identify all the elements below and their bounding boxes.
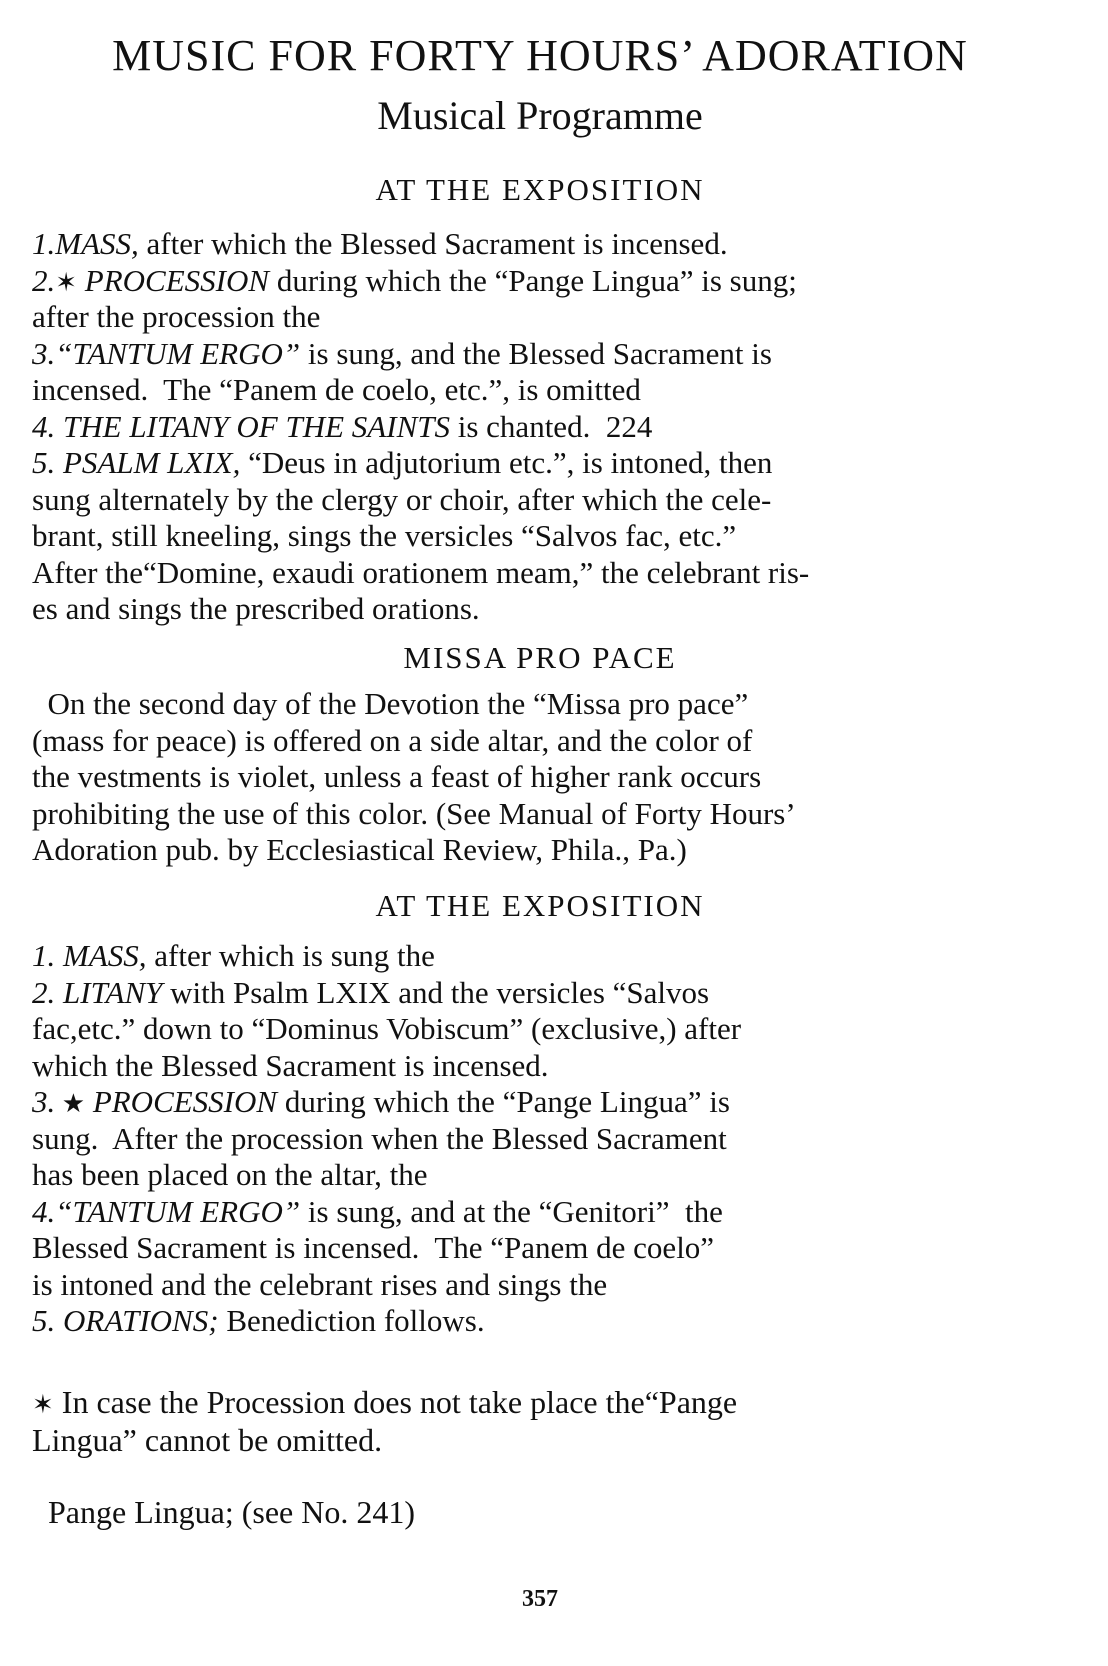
- line-text: sung. After the procession when the Blessed Sacrament: [32, 1120, 727, 1156]
- item-number: 2.: [32, 974, 56, 1010]
- item-keyword: MASS,: [55, 226, 139, 261]
- line-text: which the Blessed Sacrament is incensed.: [32, 1047, 549, 1083]
- item-number: 2.: [32, 262, 56, 298]
- text-line: [32, 723, 1072, 760]
- line-text: is sung, and at the “Genitori” the: [300, 1193, 723, 1229]
- text-line: [32, 975, 1072, 1012]
- item-keyword: THE LITANY OF THE SAINTS: [55, 408, 450, 444]
- text-line: [32, 1383, 1072, 1421]
- line-text: after the procession the: [32, 299, 321, 334]
- item-keyword: PSALM LXIX,: [55, 445, 241, 480]
- line-text: “Deus in adjutorium etc.”, is intoned, then: [240, 445, 773, 480]
- text-line: [32, 518, 1072, 555]
- line-text: is chanted. 224: [450, 408, 653, 444]
- section-exposition-1: [32, 226, 1072, 628]
- text-line: [32, 445, 1072, 482]
- text-line: [32, 1421, 1072, 1459]
- line-text: brant, still kneeling, sings the versicles “Salvos fac, etc.”: [32, 518, 737, 553]
- line-text: with Psalm LXIX and the versicles “Salvos: [162, 974, 710, 1010]
- text-line: [32, 1121, 1072, 1158]
- line-text: after which the Blessed Sacrament is incensed.: [138, 226, 728, 261]
- text-line: [32, 1048, 1072, 1085]
- text-line: [32, 1157, 1072, 1194]
- line-text: the vestments is violet, unless a feast of higher rank occurs: [32, 759, 762, 794]
- item-keyword: “TANTUM ERGO”: [55, 335, 301, 371]
- text-line: [32, 1230, 1072, 1267]
- page-number: 357: [522, 1586, 558, 1612]
- text-line: [32, 1084, 1072, 1121]
- text-line: [32, 759, 1072, 796]
- text-line: [32, 555, 1072, 592]
- text-line: [32, 796, 1072, 833]
- line-text: incensed. The “Panem de coelo, etc.”, is omitted: [32, 372, 641, 407]
- item-number: 5.: [32, 445, 56, 480]
- line-text: is intoned and the celebrant rises and sings the: [32, 1266, 608, 1302]
- item-keyword: PROCESSION: [85, 1084, 278, 1119]
- item-keyword: ORATIONS;: [55, 1303, 219, 1338]
- item-number: 1.: [32, 226, 56, 261]
- line-text: Lingua” cannot be omitted.: [32, 1422, 383, 1458]
- section-heading-missa-pro-pace: MISSA PRO PACE: [403, 640, 677, 675]
- line-text: has been placed on the altar, the: [32, 1157, 428, 1192]
- item-keyword: “TANTUM ERGO”: [55, 1193, 301, 1229]
- line-text: On the second day of the Devotion the “Missa pro pace”: [32, 686, 749, 721]
- text-line: [32, 938, 1072, 975]
- text-line: [32, 409, 1072, 446]
- star-icon: ✶: [55, 267, 78, 297]
- text-line: [32, 482, 1072, 519]
- text-line: [32, 1194, 1072, 1231]
- line-text: (mass for peace) is offered on a side altar, and the color of: [32, 722, 753, 758]
- line-text: during which the “Pange Lingua” is: [277, 1084, 730, 1119]
- text-line: [32, 263, 1072, 300]
- item-number: 4.: [32, 1193, 56, 1229]
- item-keyword: PROCESSION: [77, 262, 270, 298]
- section-exposition-2: [32, 938, 1072, 1340]
- star-icon: ✶: [32, 1390, 54, 1419]
- section-missa-pro-pace: [32, 686, 1072, 869]
- line-text: es and sings the prescribed orations.: [32, 591, 480, 626]
- item-keyword: LITANY: [55, 974, 163, 1010]
- line-text: sung alternately by the clergy or choir, after which the cele-: [32, 481, 772, 517]
- item-number: 4.: [32, 408, 56, 444]
- line-text: Blessed Sacrament is incensed. The “Panem de coelo”: [32, 1230, 715, 1265]
- see-also-note: Pange Lingua; (see No. 241): [48, 1494, 416, 1530]
- text-line: [32, 591, 1072, 628]
- text-line: [32, 336, 1072, 373]
- footnote: [32, 1383, 1072, 1459]
- text-line: [32, 686, 1072, 723]
- item-number: 3.: [32, 335, 56, 371]
- item-number: 1.: [32, 938, 56, 973]
- text-line: [32, 1303, 1072, 1340]
- text-line: [32, 1267, 1072, 1304]
- line-text: Adoration pub. by Ecclesiastical Review, Phila., Pa.): [32, 832, 687, 867]
- line-text: is sung, and the Blessed Sacrament is: [300, 335, 772, 371]
- text-line: [32, 372, 1072, 409]
- line-text: In case the Procession does not take place the“Pange: [53, 1384, 738, 1420]
- text-line: [32, 226, 1072, 263]
- text-line: [32, 299, 1072, 336]
- star-icon: ★: [55, 1089, 86, 1118]
- page-subtitle: Musical Programme: [377, 93, 703, 138]
- page-title: MUSIC FOR FORTY HOURS’ ADORATION: [112, 31, 968, 80]
- section-heading-exposition-2: AT THE EXPOSITION: [375, 888, 705, 923]
- line-text: After the“Domine, exaudi orationem meam,” the celebrant ris-: [32, 554, 810, 590]
- line-text: fac,etc.” down to “Dominus Vobiscum” (exclusive,) after: [32, 1011, 742, 1046]
- item-number: 3.: [32, 1084, 56, 1119]
- line-text: during which the “Pange Lingua” is sung;: [269, 262, 797, 298]
- section-heading-exposition-1: AT THE EXPOSITION: [375, 172, 705, 207]
- line-text: after which is sung the: [146, 938, 435, 973]
- line-text: prohibiting the use of this color. (See Manual of Forty Hours’: [32, 795, 796, 831]
- text-line: [32, 832, 1072, 869]
- item-number: 5.: [32, 1303, 56, 1338]
- text-line: [32, 1011, 1072, 1048]
- line-text: Benediction follows.: [218, 1303, 485, 1338]
- item-keyword: MASS,: [55, 938, 147, 973]
